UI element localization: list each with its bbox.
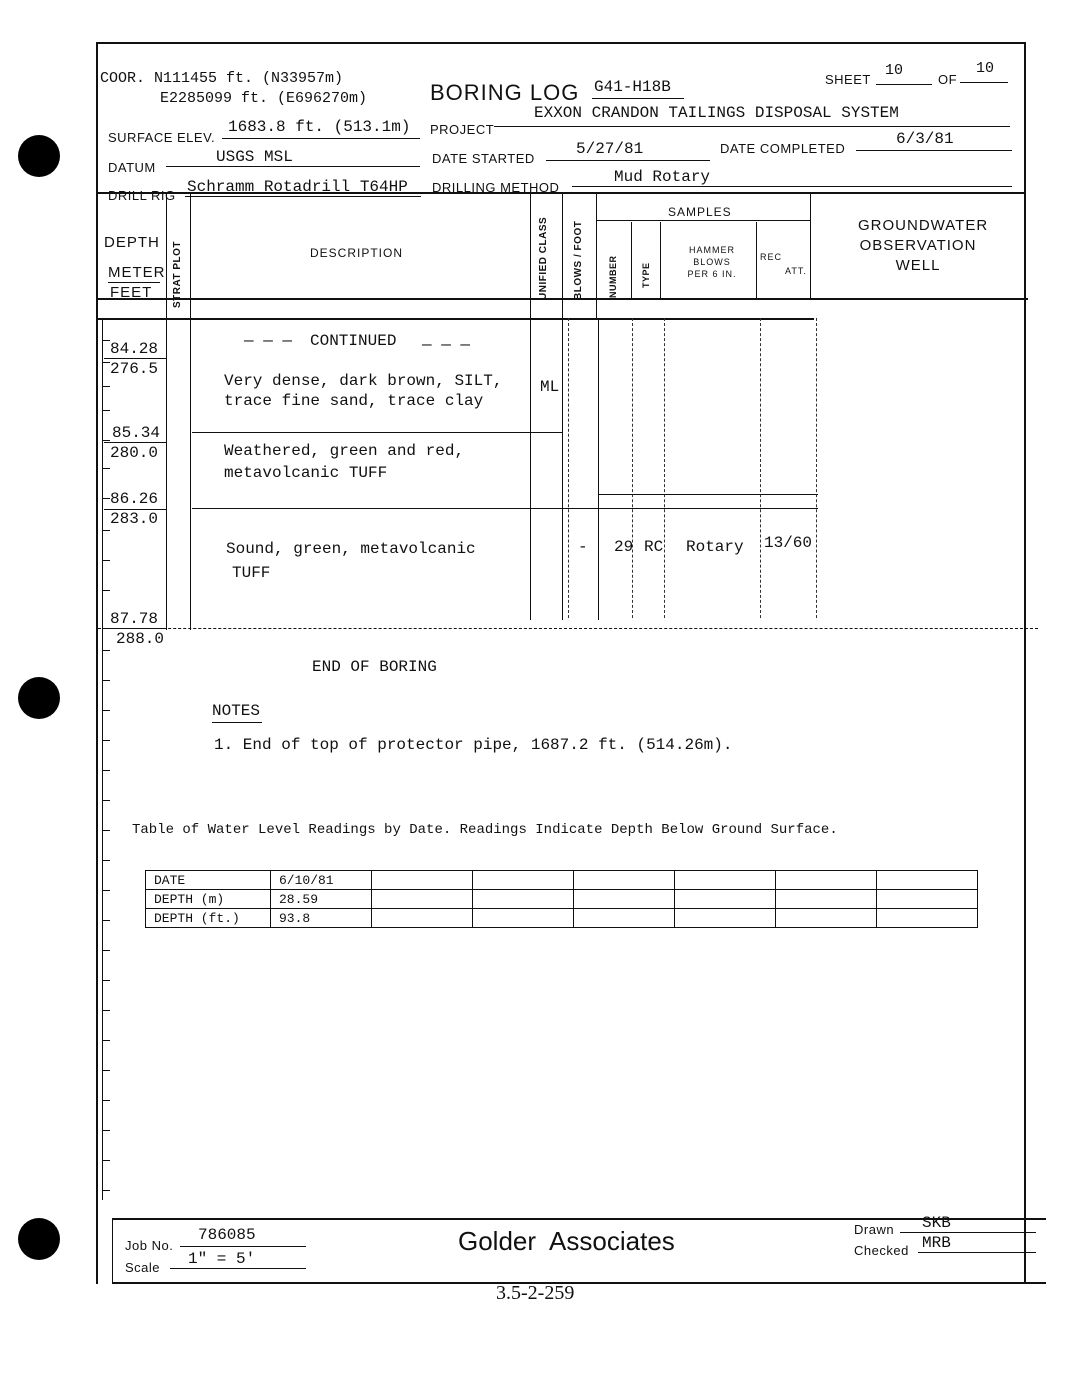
coor-east: E2285099 ft. (E696270m) (160, 90, 368, 107)
layer-3-sample-type: RC (644, 538, 664, 556)
col-hammer-2: BLOWS (693, 257, 731, 267)
table-row (146, 871, 978, 890)
col-gw-1: GROUNDWATER (858, 217, 989, 234)
depth-meter-3: 86.26 (110, 490, 159, 508)
col-hammer-1: HAMMER (689, 245, 735, 255)
note-1: 1. End of top of protector pipe, 1687.2 ft. (514.26m). (214, 736, 733, 754)
depth-feet-2: 280.0 (110, 444, 159, 462)
layer-3-blows: - (578, 538, 588, 556)
layer-3-sample-number: 29 (614, 538, 634, 556)
col-gw-3: WELL (895, 257, 941, 274)
col-hammer-3: PER 6 IN. (687, 269, 737, 279)
page-id: 3.5-2-259 (496, 1282, 575, 1304)
layer-3-desc-line-1: Sound, green, metavolcanic (226, 540, 476, 558)
of-label: OF (938, 72, 958, 87)
checked-by: MRB (922, 1234, 951, 1252)
col-samples: SAMPLES (668, 205, 732, 219)
continued-label: CONTINUED (310, 332, 397, 350)
boring-id: G41-H18B (594, 78, 671, 96)
row-label-depth-ft: DEPTH (ft.) (146, 909, 271, 928)
punch-hole-middle (18, 677, 60, 719)
col-unified-class: UNIFIED CLASS (538, 216, 549, 300)
layer-1-desc-line-1: Very dense, dark brown, SILT, (224, 372, 503, 390)
punch-hole-top (18, 135, 60, 177)
layer-1-desc-line-2: trace fine sand, trace clay (224, 392, 484, 410)
date-started-label: DATE STARTED (432, 151, 535, 166)
surface-elev: 1683.8 ft. (513.1m) (228, 118, 411, 136)
col-rec: REC (760, 252, 783, 262)
company-name: Golder Associates (458, 1226, 675, 1256)
row-label-depth-m: DEPTH (m) (146, 890, 271, 909)
date-value: 6/10/81 (271, 871, 372, 890)
col-strat-plot: STRAT PLOT (172, 240, 183, 308)
layer-2-desc-line-1: Weathered, green and red, (224, 442, 465, 460)
row-label-date: DATE (146, 871, 271, 890)
col-depth: DEPTH (104, 234, 160, 251)
checked-label: Checked (854, 1243, 909, 1258)
job-no: 786085 (198, 1226, 256, 1244)
sheet-total: 10 (976, 60, 995, 77)
scale-label: Scale (125, 1260, 161, 1275)
drill-rig: Schramm Rotadrill T64HP (187, 178, 408, 196)
drilling-method-label: DRILLING METHOD (432, 180, 560, 195)
project-name: EXXON CRANDON TAILINGS DISPOSAL SYSTEM (534, 104, 899, 122)
sheet-number: 10 (885, 62, 904, 79)
depth-m-value: 28.59 (271, 890, 372, 909)
depth-meter-2: 85.34 (112, 424, 161, 442)
datum: USGS MSL (216, 148, 293, 166)
depth-feet-1: 276.5 (110, 360, 159, 378)
depth-feet-3: 283.0 (110, 510, 159, 528)
drilling-method: Mud Rotary (614, 168, 711, 186)
date-completed-label: DATE COMPLETED (720, 141, 846, 156)
job-no-label: Job No. (125, 1238, 174, 1253)
col-description: DESCRIPTION (310, 246, 404, 260)
col-meter: METER (108, 264, 166, 281)
coor-label: COOR. (100, 70, 146, 87)
sheet-label: SHEET (825, 72, 871, 87)
drawn-by: SKB (922, 1214, 951, 1232)
date-started: 5/27/81 (576, 140, 644, 158)
layer-3-hammer: Rotary (686, 538, 744, 556)
surface-elev-label: SURFACE ELEV. (108, 130, 216, 145)
page-title: BORING LOG (430, 80, 580, 105)
drill-rig-label: DRILL RIG (108, 188, 176, 203)
drawn-label: Drawn (854, 1222, 895, 1237)
project-label: PROJECT (430, 122, 495, 137)
table-row (146, 909, 978, 928)
layer-1-unified-class: ML (540, 378, 560, 396)
coor-north: N111455 ft. (N33957m) (154, 70, 344, 87)
datum-label: DATUM (108, 160, 156, 175)
end-of-boring: END OF BORING (312, 658, 437, 676)
layer-3-rec-att: 13/60 (764, 534, 813, 552)
scale: 1" = 5' (188, 1250, 256, 1268)
notes-title: NOTES (212, 702, 261, 720)
depth-feet-4: 288.0 (116, 630, 165, 648)
depth-ft-value: 93.8 (271, 909, 372, 928)
table-row (146, 890, 978, 909)
col-number: NUMBER (608, 255, 618, 298)
punch-hole-bottom (18, 1218, 60, 1260)
col-blows-foot: BLOWS / FOOT (573, 220, 584, 300)
depth-meter-1: 84.28 (110, 340, 159, 358)
layer-2-desc-line-2: metavolcanic TUFF (224, 464, 388, 482)
col-gw-2: OBSERVATION (859, 237, 977, 254)
date-completed: 6/3/81 (896, 130, 954, 148)
layer-3-desc-line-2: TUFF (232, 564, 271, 582)
col-type: TYPE (641, 262, 651, 288)
water-table-caption: Table of Water Level Readings by Date. Readings Indicate Depth Below Ground Surface. (132, 822, 838, 838)
col-feet: FEET (110, 284, 153, 301)
depth-meter-4: 87.78 (110, 610, 159, 628)
water-level-table (145, 870, 978, 928)
col-att: ATT. (785, 266, 807, 276)
